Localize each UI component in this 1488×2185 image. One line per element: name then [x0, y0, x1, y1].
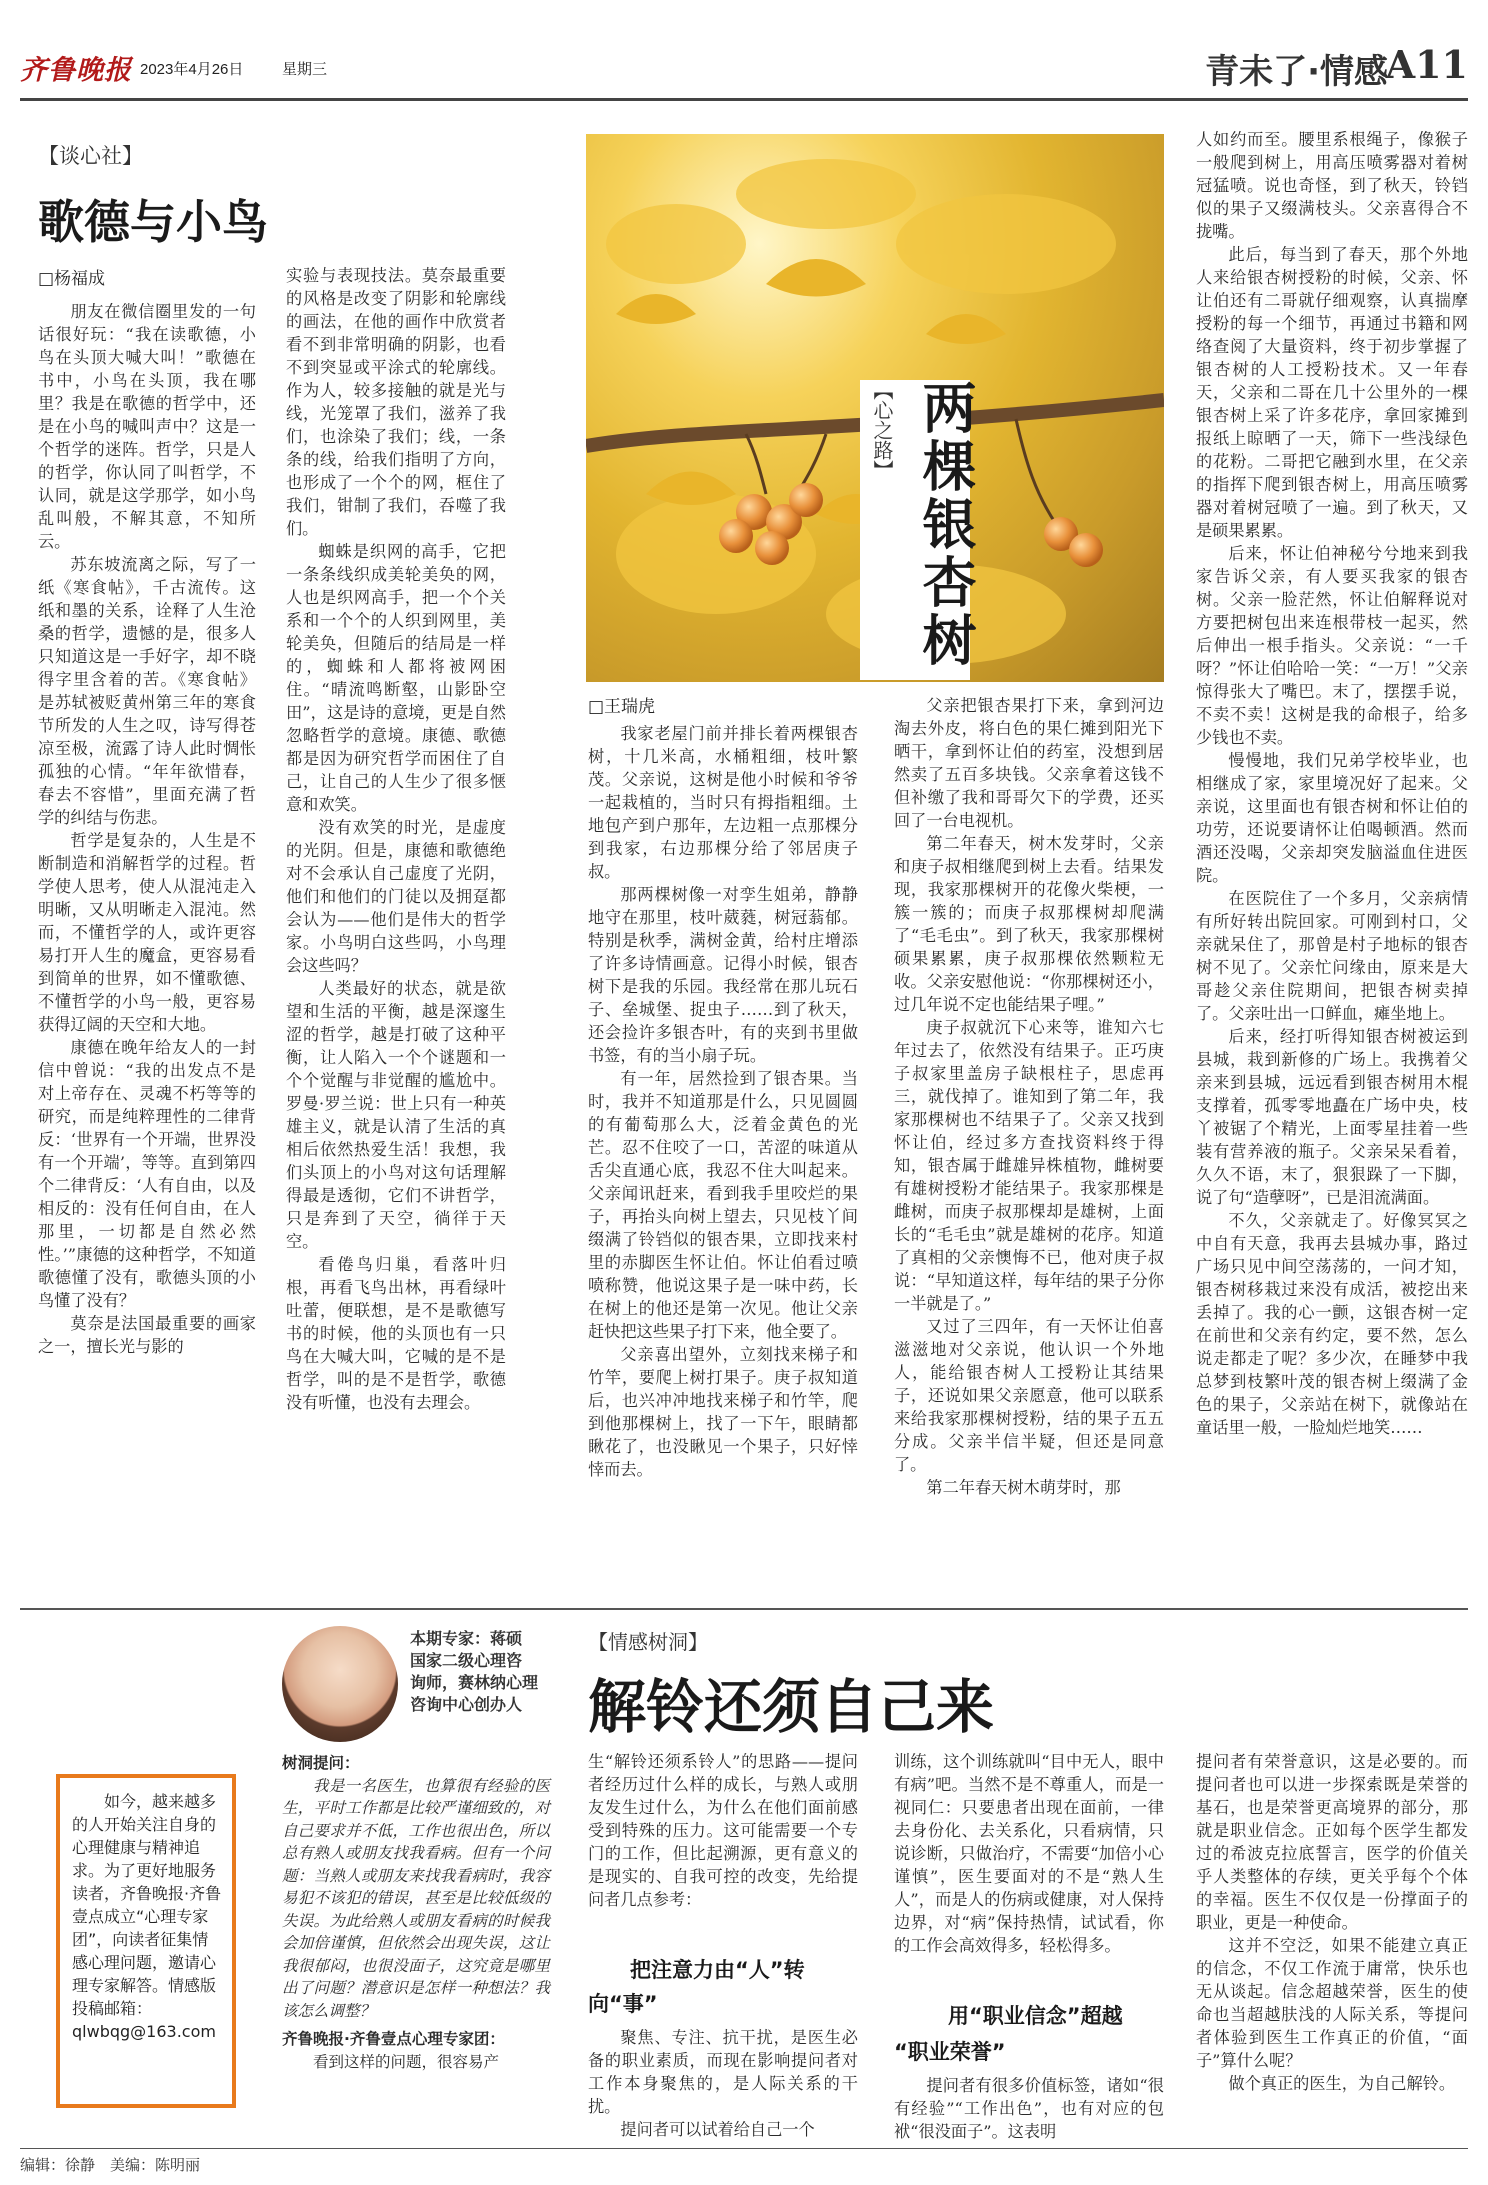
paragraph: 实验与表现技法。莫奈最重要的风格是改变了阴影和轮廓线的画法，在他的画作中欣赏者看不到非常明确的阴影，也看不到突显或平涂式的轮廓线。作为人，较多接触的就是光与线，光笼罩了我们，滋养了我们，也涂染了我们；线，一条条的线，给我们指明了方向，也形成了一个个的网，框住了我们，钳制了我们，吞噬了我们。	[286, 266, 506, 538]
question-label: 树洞提问：	[282, 1754, 360, 1772]
paragraph: 哲学是复杂的，人生是不断制造和消解哲学的过程。哲学使人思考，使人从混沌走入明晰，又从明晰走入混沌。然而，不懂哲学的人，或许更容易打开人生的魔盒，更容易看到简单的世界，如不懂歌德、不懂哲学的小鸟一般，更容易获得辽阔的天空和大地。	[38, 831, 256, 1034]
paragraph: 人类最好的状态，就是欲望和生活的平衡，越是深邃生涩的哲学，越是打破了这种平衡，让人陷入一个个谜题和一个个觉醒与非觉醒的尴尬中。罗曼·罗兰说：世上只有一种英雄主义，就是认清了生活的真相后依然热爱生活！我想，我们头顶上的小鸟对这句话理解得最是透彻，它们不讲哲学，只是奔到了天空，徜徉于天空。	[286, 979, 506, 1251]
expert-line: 本期专家：蒋硕	[410, 1629, 523, 1648]
paragraph: 苏东坡流离之际，写了一纸《寒食帖》，千古流传。这纸和墨的关系，诠释了人生沧桑的哲学，遗憾的是，很多人只知道这是一手好字，却不晓得字里含着的苦。《寒食帖》是苏轼被贬黄州第三年的寒食节所发的人生之叹，诗写得苍凉至极，流露了诗人此时惆怅孤独的心情。“年年欲惜春，春去不容惜”，里面充满了哲学的纠结与伤悲。	[38, 555, 256, 827]
header-rule	[20, 98, 1468, 101]
subheading: “职业荣誉”	[894, 2040, 1006, 2064]
expert-avatar	[282, 1626, 398, 1742]
paragraph: 又过了三四年，有一天怀让伯喜滋滋地对父亲说，他认识一个外地人，能给银杏树人工授粉让其结果子，还说如果父亲愿意，他可以联系来给我家那棵树授粉，结的果子五五分成。父亲半信半疑，但还是同意了。	[894, 1317, 1164, 1474]
expert-line: 国家二级心理咨	[410, 1651, 523, 1670]
article2-title: 两棵银杏树	[914, 380, 978, 670]
promo-text: 如今，越来越多的人开始关注自身的心理健康与精神追求。为了更好地服务读者，齐鲁晚报·齐鲁壹点成立“心理专家团”，向读者征集情感心理问题，邀请心理专家解答。情感版投稿邮箱：qlwbqg@163.com	[72, 1792, 222, 2041]
paragraph: 父亲把银杏果打下来，拿到河边淘去外皮，将白色的果仁摊到阳光下晒干，拿到怀让伯的药室，没想到居然卖了五百多块钱。父亲拿着这钱不但补缴了我和哥哥欠下的学费，还买回了一台电视机。	[894, 696, 1164, 830]
paragraph: 我家老屋门前并排长着两棵银杏树，十几米高，水桶粗细，枝叶繁茂。父亲说，这树是他小时候和爷爷一起栽植的，当时只有拇指粗细。土地包产到户那年，左边粗一点那棵分到我家，右边那棵分给了邻居庚子叔。	[588, 724, 858, 881]
section-name: 青未了·情感	[1205, 52, 1388, 92]
paragraph: 人如约而至。腰里系根绳子，像猴子一般爬到树上，用高压喷雾器对着树冠猛喷。说也奇怪，到了秋天，铃铛似的果子又缀满枝头。父亲喜得合不拢嘴。	[1196, 130, 1468, 241]
paragraph: 第二年春天，树木发芽时，父亲和庚子叔相继爬到树上去看。结果发现，我家那棵树开的花像火柴梗，一簇一簇的；而庚子叔那棵树却爬满了“毛毛虫”。到了秋天，我家那棵树硕果累累，庚子叔那棵依然颗粒无收。父亲安慰他说：“你那棵树还小，过几年说不定也能结果子哩。”	[894, 834, 1164, 1014]
paragraph: 蜘蛛是织网的高手，它把一条条线织成美轮美奂的网，人也是织网高手，把一个个关系和一个个的人织到网里，美轮美奂，但随后的结局是一样的，蜘蛛和人都将被网困住。“晴流鸣断壑，山影卧空田”，这是诗的意境，更是自然忽略哲学的意境。康德、歌德都是因为研究哲学而困住了自己，让自己的人生少了很多惬意和欢笑。	[286, 542, 506, 814]
paragraph: 有一年，居然捡到了银杏果。当时，我并不知道那是什么，只见圆圆的有葡萄那么大，泛着金黄色的光芒。忍不住咬了一口，苦涩的味道从舌尖直通心底，我忍不住大叫起来。父亲闻讯赶来，看到我手里咬烂的果子，再抬头向树上望去，只见枝丫间缀满了铃铛似的银杏果，立即找来村里的赤脚医生怀让伯。怀让伯看过喷喷称赞，他说这果子是一味中药，长在树上的他还是第一次见。他让父亲赶快把这些果子打下来，他全要了。	[588, 1069, 858, 1341]
paragraph: 聚焦、专注、抗干扰，是医生必备的职业素质，而现在影响提问者对工作本身聚焦的，是人际关系的干扰。	[588, 2028, 858, 2116]
article2-kicker: 【心之路】	[870, 380, 894, 480]
paragraph: 提问者有荣誉意识，这是必要的。而提问者也可以进一步探索既是荣誉的基石，也是荣誉更高境界的部分，那就是职业信念。正如每个医学生都发过的希波克拉底誓言，医学的价值关乎人类整体的存续，更关乎每个个体的幸福。医生不仅仅是一份撑面子的职业，更是一种使命。	[1196, 1752, 1468, 1932]
paragraph: 提问者可以试着给自己一个	[620, 2120, 815, 2139]
paragraph: 在医院住了一个多月，父亲病情有所好转出院回家。可刚到村口，父亲就呆住了，那曾是村子地标的银杏树不见了。父亲忙问缘由，原来是大哥趁父亲住院期间，把银杏树卖掉了。父亲吐出一口鲜血，瘫坐地上。	[1196, 889, 1468, 1023]
promo-box	[56, 1774, 236, 2108]
newspaper-masthead: 齐鲁晚报	[20, 55, 132, 86]
subheading: 把注意力由“人”转	[630, 1958, 805, 1982]
paragraph: 那两棵树像一对孪生姐弟，静静地守在那里，枝叶葳蕤，树冠蓊郁。特别是秋季，满树金黄，给村庄增添了许多诗情画意。记得小时候，银杏树下是我的乐园。我经常在那儿玩石子、垒城堡、捉虫子……到了秋天，还会捡许多银杏叶，有的夹到书里做书签，有的当小扇子玩。	[588, 885, 858, 1065]
paragraph: 看倦鸟归巢，看落叶归根，再看飞鸟出林，再看绿叶吐蕾，便联想，是不是歌德写书的时候，他的头顶也有一只鸟在大喊大叫，它喊的是不是哲学，叫的是不是哲学，歌德没有听懂，也没有去理会。	[286, 1255, 506, 1412]
expert-info	[410, 1628, 580, 1716]
paragraph: 后来，经打听得知银杏树被运到县城，栽到新修的广场上。我携着父亲来到县城，远远看到银杏树用木棍支撑着，孤零零地矗在广场中央，枝丫被锯了个精光，上面零星挂着一些装有营养液的瓶子。父亲呆呆看着，久久不语，末了，狠狠跺了一下脚，说了句“造孽呀”，已是泪流满面。	[1196, 1027, 1468, 1207]
paragraph: 这并不空泛，如果不能建立真正的信念，不仅工作流于庸常，快乐也无从谈起。信念超越荣誉，医生的使命也当超越肤浅的人际关系，等提问者体验到医生工作真正的价值，“面子”算什么呢？	[1196, 1936, 1468, 2070]
paragraph: 庚子叔就沉下心来等，谁知六七年过去了，依然没有结果子。正巧庚子叔家里盖房子缺根柱子，思虑再三，就伐掉了。谁知到了第二年，我家那棵树也不结果子了。父亲又找到怀让伯，经过多方查找资料终于得知，银杏属于雌雄异株植物，雌树要有雄树授粉才能结果子。我家那棵是雌树，而庚子叔那棵却是雄树，上面长的“毛毛虫”就是雄树的花序。知道了真相的父亲懊悔不已，他对庚子叔说：“早知道这样，每年结的果子分你一半就是了。”	[894, 1018, 1164, 1313]
expert-line: 咨询中心创办人	[410, 1695, 523, 1714]
article3-column-4	[1196, 1750, 1468, 2095]
article3-column-2b	[588, 2026, 858, 2141]
article3-title: 解铃还须自己来	[588, 1673, 995, 1741]
paragraph: 此后，每当到了春天，那个外地人来给银杏树授粉的时候，父亲、怀让伯还有二哥就仔细观察，认真揣摩授粉的每一个细节，再通过书籍和网络查阅了大量资料，终于初步掌握了银杏树的人工授粉技术。又一年春天，父亲和二哥在几十公里外的一棵银杏树上采了许多花序，拿回家摊到报纸上晾晒了一天，筛下一些浅绿色的花粉。二哥把它融到水里，在父亲的指挥下爬到银杏树上，用高压喷雾器对着树冠喷了一遍。到了秋天，又是硕果累累。	[1196, 245, 1468, 540]
paragraph: 莫奈是法国最重要的画家之一，擅长光与影的	[38, 1314, 256, 1356]
article2-column-3	[1196, 128, 1468, 1439]
article3-column-2	[588, 1750, 858, 1911]
article2-column-2	[894, 694, 1164, 1499]
paragraph: 做个真正的医生，为自己解铃。	[1228, 2074, 1456, 2093]
paragraph: 后来，怀让伯神秘兮兮地来到我家告诉父亲，有人要买我家的银杏树。父亲一脸茫然，怀让伯解释说对方要把树包出来连根带枝一起买，然后伸出一根手指头。父亲说：“一千呀？”怀让伯哈哈一笑：“一万！”父亲惊得张大了嘴巴。末了，摆摆手说，不卖不卖！这树是我的命根子，给多少钱也不卖。	[1196, 544, 1468, 747]
question-text: 我是一名医生，也算很有经验的医生，平时工作都是比较严谨细致的，对自己要求并不低，工作也很出色，所以总有熟人或朋友找我看病。但有一个问题：当熟人或朋友来找我看病时，我容易犯不该犯的错误，甚至是比较低级的失误。为此给熟人或朋友看病的时候我会加倍谨慎，但依然会出现失误，这让我很郁闷，也很没面子，这究竟是哪里出了问题？潜意识是怎样一种想法？我该怎么调整？	[282, 1776, 550, 2020]
article2-byline: □王瑞虎	[588, 697, 656, 717]
paragraph: 朋友在微信圈里发的一句话很好玩：“我在读歌德，小鸟在头顶大喊大叫！”歌德在书中，小鸟在头顶，我在哪里？我是在歌德的哲学中，还是在小鸟的喊叫声中？这是一个哲学的迷阵。哲学，只是人的哲学，你认同了叫哲学，不认同，就是这学那学，如小鸟乱叫般，不解其意，不知所云。	[38, 302, 256, 551]
paragraph: 训练，这个训练就叫“目中无人，眼中有病”吧。当然不是不尊重人，而是一视同仁：只要患者出现在面前，一律去身份化、去关系化，只看病情，只说诊断，只做治疗，不需要“加倍小心谨慎”，医生要面对的不是“熟人生人”，而是人的伤病或健康，对人保持边界，对“病”保持热情，试试看，你的工作会高效得多，轻松得多。	[894, 1752, 1164, 1955]
paragraph: 父亲喜出望外，立刻找来梯子和竹竿，要爬上树打果子。庚子叔知道后，也兴冲冲地找来梯子和竹竿，爬到他那棵树上，找了一下午，眼睛都瞅花了，也没瞅见一个果子，只好悻悻而去。	[588, 1345, 858, 1479]
answer-label: 齐鲁晚报·齐鲁壹点心理专家团：	[282, 2030, 505, 2048]
article3-column-3	[894, 1750, 1164, 1957]
article3-column-3b	[894, 2074, 1164, 2143]
issue-date: 2023年4月26日	[140, 61, 244, 78]
paragraph: 提问者有很多价值标签，诸如“很有经验”“工作出色”，也有对应的包袱“很没面子”。这表明	[894, 2076, 1164, 2141]
page-header	[20, 38, 1468, 100]
subheading: 用“职业信念”超越	[948, 2004, 1123, 2028]
article1-column-2	[286, 264, 506, 1414]
article1-byline: □杨福成	[38, 269, 106, 289]
paragraph: 看到这样的问题，很容易产	[313, 2052, 500, 2071]
footer-rule	[20, 2148, 1468, 2149]
subheading: 向“事”	[588, 1992, 658, 2016]
article2-title-block	[860, 380, 978, 680]
issue-weekday: 星期三	[282, 60, 328, 78]
article2-column-1	[588, 722, 858, 1481]
article1-kicker: 【谈心社】	[38, 144, 143, 168]
article1-title: 歌德与小鸟	[38, 195, 268, 249]
paragraph: 慢慢地，我们兄弟学校毕业，也相继成了家，家里境况好了起来。父亲说，这里面也有银杏树和怀让伯的功劳，还说要请怀让伯喝顿酒。然而酒还没喝，父亲却突发脑溢血住进医院。	[1196, 751, 1468, 885]
section-divider	[20, 1608, 1468, 1610]
article1-column-1	[38, 300, 256, 1358]
paragraph: 康德在晚年给友人的一封信中曾说：“我的出发点不是对上帝存在、灵魂不朽等等的研究，而是纯粹理性的二律背反：‘世界有一个开端，世界没有一个开端’，等等。直到第四个二律背反：‘人有自由，以及相反的：没有任何自由，在人那里，一切都是自然必然性。’”康德的这种哲学，不知道歌德懂了没有，歌德头顶的小鸟懂了没有？	[38, 1038, 256, 1310]
paragraph: 第二年春天树木萌芽时，那	[926, 1478, 1121, 1497]
article3-column-1	[282, 1752, 550, 2073]
paragraph: 没有欢笑的时光，是虚度的光阴。但是，康德和歌德绝对不会承认自己虚度了光阴，他们和他们的门徒以及拥趸都会认为——他们是伟大的哲学家。小鸟明白这些吗，小鸟理会这些吗？	[286, 818, 506, 975]
article3-kicker: 【情感树洞】	[588, 1630, 708, 1654]
expert-line: 询师，赛林纳心理	[410, 1673, 539, 1692]
paragraph: 生“解铃还须系铃人”的思路——提问者经历过什么样的成长，与熟人或朋友发生过什么，为什么在他们面前感受到特殊的压力。这可能需要一个专门的工作，但比起溯源，更有意义的是现实的、自我可控的改变，先给提问者几点参考：	[588, 1752, 858, 1909]
paragraph: 不久，父亲就走了。好像冥冥之中自有天意，我再去县城办事，路过广场只见中间空荡荡的，一问才知，银杏树移栽过来没有成活，被挖出来丢掉了。我的心一颤，这银杏树一定在前世和父亲有约定，要不然，怎么说走都走了呢？多少次，在睡梦中我总梦到枝繁叶茂的银杏树上缀满了金色的果子，父亲站在树下，就像站在童话里一般，一脸灿烂地笑……	[1196, 1211, 1468, 1437]
page-number: A11	[1385, 42, 1468, 87]
footer-credits: 编辑：徐静 美编：陈明丽	[20, 2156, 201, 2174]
